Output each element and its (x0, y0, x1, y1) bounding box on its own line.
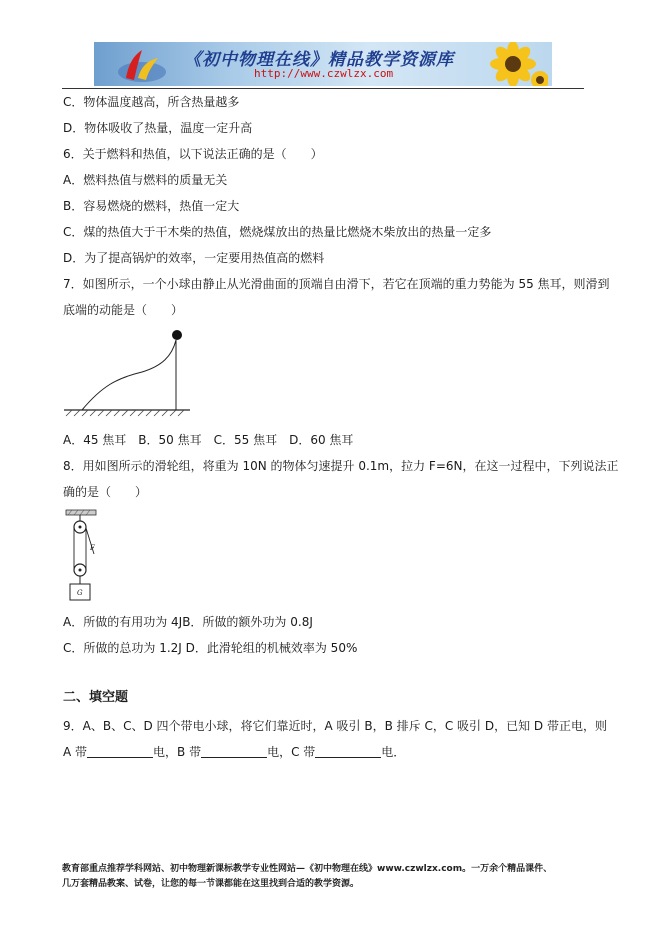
q7-curved-slope-figure (62, 326, 192, 418)
q6-option-b: B．容易燃烧的燃料，热值一定大 (63, 199, 240, 213)
q8-options-cd: C．所做的总功为 1.2J D．此滑轮组的机械效率为 50% (63, 641, 358, 655)
blank-c-charge[interactable] (315, 745, 381, 758)
header-banner (94, 42, 552, 86)
header-rule (62, 88, 584, 89)
q8-stem-line2: 确的是（ ） (63, 485, 148, 499)
section-fill-in-title: 二、填空题 (63, 690, 129, 705)
q5-option-c: C．物体温度越高，所含热量越多 (63, 95, 240, 109)
q5-option-d: D．物体吸收了热量，温度一定升高 (63, 121, 253, 135)
q9-text-c: 电，C 带 (267, 745, 316, 759)
weight-label: G (77, 589, 83, 597)
q6-option-d: D．为了提高锅炉的效率，一定要用热值高的燃料 (63, 251, 325, 265)
footer-line-2: 几万套精品教案、试卷，让您的每一节课都能在这里找到合适的教学资源。 (62, 879, 360, 889)
q9-stem-line1: 9．A、B、C、D 四个带电小球，将它们靠近时，A 吸引 B，B 排斥 C，C 吸引 D，已知 D 带正电，则 (63, 719, 607, 733)
q9-text-a: A 带 (63, 745, 88, 759)
q9-stem-line2 (63, 744, 405, 760)
blank-a-charge[interactable] (87, 745, 153, 758)
q8-pulley-figure (64, 508, 104, 604)
sunflower-icon (478, 42, 548, 86)
q8-options-ab: A．所做的有用功为 4JB．所做的额外功为 0.8J (63, 615, 313, 629)
page-footer (62, 862, 602, 892)
q8-stem-line1: 8．用如图所示的滑轮组，将重为 10N 的物体匀速提升 0.1m，拉力 F=6N，在这一过程中，下列说法正 (63, 459, 619, 473)
footer-line-1: 教育部重点推荐学科网站、初中物理新课标教学专业性网站—《初中物理在线》www.czwlzx.com。一万余个精品课件、 (62, 864, 553, 874)
q7-options: A．45 焦耳 B．50 焦耳 C．55 焦耳 D．60 焦耳 (63, 433, 354, 447)
q7-stem-line1: 7．如图所示，一个小球由静止从光滑曲面的顶端自由滑下，若它在顶端的重力势能为 55 焦耳，则滑到 (63, 277, 610, 291)
site-logo-icon (112, 42, 172, 86)
q6-option-c: C．煤的热值大于干木柴的热值，燃烧煤放出的热量比燃烧木柴放出的热量一定多 (63, 225, 492, 239)
blank-b-charge[interactable] (201, 745, 267, 758)
q7-stem-line2: 底端的动能是（ ） (63, 303, 184, 317)
banner-title: 《初中物理在线》精品教学资源库 (184, 50, 454, 70)
force-label: F (90, 544, 95, 552)
ball-icon (172, 330, 182, 340)
q9-text-b: 电，B 带 (153, 745, 202, 759)
q6-stem: 6．关于燃料和热值，以下说法正确的是（ ） (63, 147, 323, 161)
q6-option-a: A．燃料热值与燃料的质量无关 (63, 173, 228, 187)
banner-url[interactable]: http://www.czwlzx.com (254, 67, 394, 80)
q9-text-d: 电． (381, 745, 406, 759)
